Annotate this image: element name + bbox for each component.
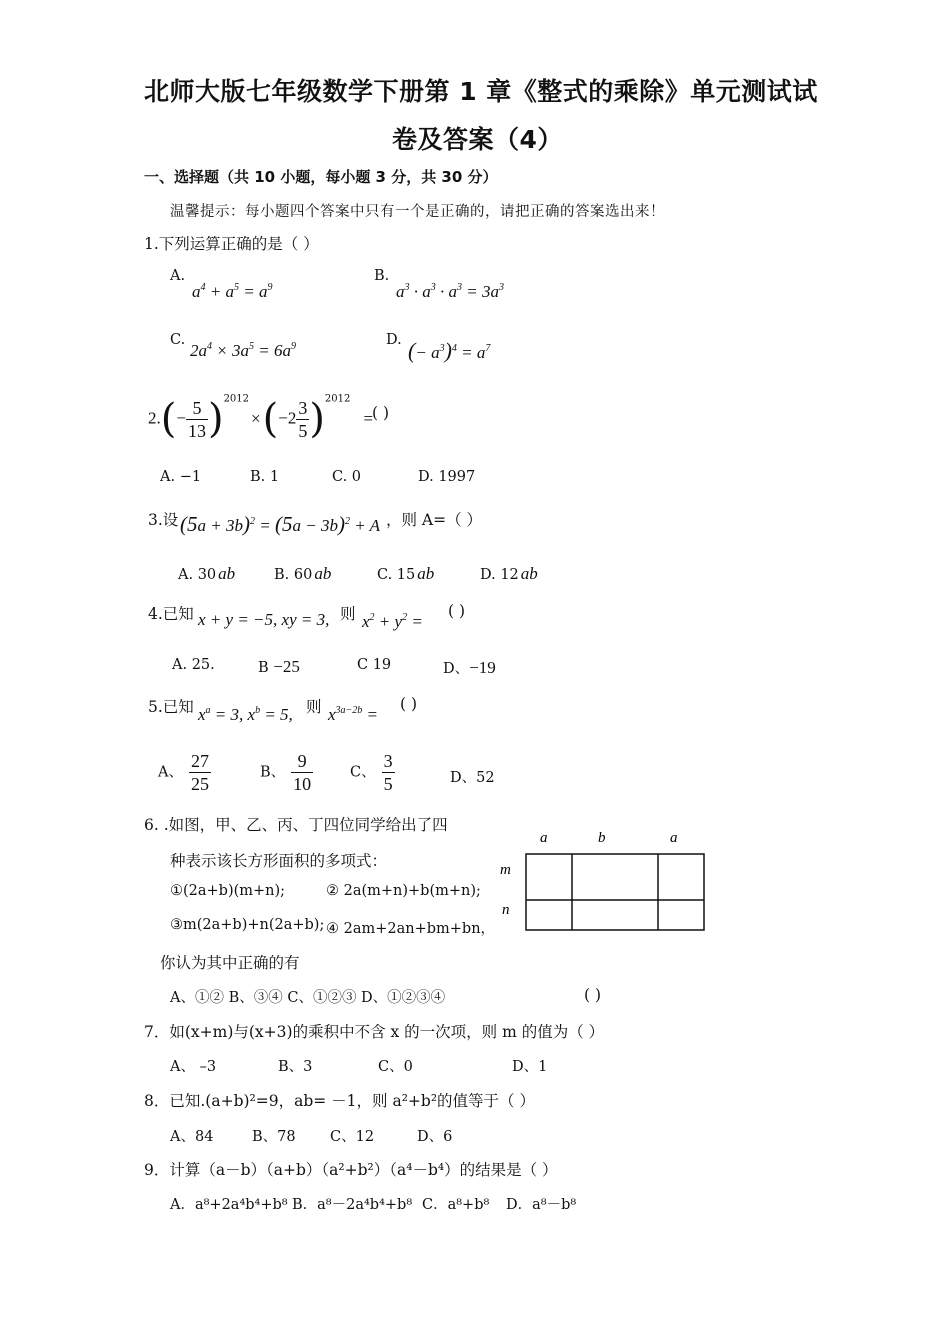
fig-label-b: b [598, 830, 606, 846]
q2-exponent2: 2012 [324, 393, 351, 405]
q3-option-c: C. 15 ab [377, 564, 435, 583]
q1-option-d-formula: (− $a^3)^4 = a^7$ [408, 338, 491, 363]
q5-mid: 则 [306, 698, 322, 716]
q3-formula: $(5a + 3b)^2 = (5a - 3b)^2 + A$ [180, 512, 381, 536]
hint-text: 温馨提示：每小题四个答案中只有一个是正确的，请把正确的答案选出来！ [170, 204, 665, 220]
q2-option-b: B. 1 [250, 469, 280, 485]
q4-target: $x^2 + y^2$ = [362, 612, 423, 631]
q3-option-b: B. 60 ab [274, 564, 332, 583]
q9-option-d: D．a⁸－b⁸ [506, 1197, 577, 1213]
q2-frac1-denominator: 13 [187, 420, 206, 441]
q9-stem: 9．计算（a－b）（a+b）（a²+b²）（a⁴－b⁴）的结果是（ ） [144, 1161, 558, 1179]
q5-prefix: 5.已知 [148, 698, 194, 716]
q2-exponent1: 2012 [223, 393, 250, 405]
fig-outer-rect [526, 854, 704, 930]
q7-option-b: B、3 [278, 1059, 313, 1075]
q1-option-b-formula: $a^3 \cdot a^3 \cdot a^3 = 3a^3$ [396, 282, 504, 301]
q8-option-d: D、6 [417, 1129, 453, 1145]
q2-equals: = [363, 408, 374, 428]
q4-option-a: A. 25. [172, 657, 215, 673]
q2-expression: 2.(− $\frac{5}{13}$ )$^{2012}$×(−2 $\frac{3}{5}$ )$^{2012}$ = [148, 393, 374, 442]
q6-polynomial-4: ④ 2am+2an+bm+bn， [326, 921, 496, 937]
q6-options: A、①② B、③④ C、①②③ D、①②③④ [170, 990, 446, 1006]
q4-condition: x + y = −5, xy = 3, [198, 610, 330, 629]
q5-target: $x^{3a-2b}$ = [328, 705, 379, 724]
q5-answer-paren: ( ) [400, 695, 418, 713]
q1-stem: 1.下列运算正确的是（ ） [144, 235, 319, 253]
q5-option-d: D、52 [450, 770, 495, 786]
q4-option-d: D、−19 [443, 658, 496, 677]
fig-label-a2: a [670, 830, 678, 846]
q7-option-d: D、1 [512, 1059, 548, 1075]
q6-polynomial-3: ③m(2a+b)+n(2a+b); [170, 917, 325, 933]
q8-option-a: A、84 [170, 1129, 214, 1145]
q5-option-c: C、 $\frac{3}{5}$ [350, 751, 393, 794]
q3-option-d: D. 12 ab [480, 564, 538, 583]
q8-stem: 8．已知.(a+b)²=9，ab= －1，则 a²+b²的值等于（ ） [144, 1092, 535, 1110]
q5-condition: $x^a = 3$, $x^b = 5$, [198, 705, 293, 724]
q1-option-c-label: C. [170, 332, 186, 348]
fig-label-m: m [500, 862, 511, 878]
q5-option-a: A、 $\frac{27}{25}$ [158, 751, 209, 794]
q2-option-a: A. −1 [160, 469, 202, 485]
q8-option-b: B、78 [252, 1129, 296, 1145]
q6-rectangle-figure [490, 822, 720, 942]
q1-option-c-formula: $2a^4 \times 3a^5 = 6a^9$ [190, 341, 296, 360]
q6-polynomial-1: ①(2a+b)(m+n); [170, 883, 286, 899]
q2-option-d: D. 1997 [418, 469, 476, 485]
q9-option-c: C．a⁸+b⁸ [422, 1197, 490, 1213]
q4-option-b: B −25 [258, 657, 300, 676]
q2-number: 2. [148, 408, 161, 428]
q2-frac2-denominator: 5 [298, 420, 308, 441]
q6-stem-line2: 种表示该长方形面积的多项式： [170, 852, 388, 870]
q3-suffix: ，则 A=（ ） [386, 511, 483, 529]
q9-option-a: A．a⁸+2a⁴b⁴+b⁸ [170, 1197, 288, 1213]
q4-prefix: 4.已知 [148, 605, 194, 623]
q1-option-a-label: A. [170, 268, 186, 284]
document-title-line1: 北师大版七年级数学下册第 1 章《整式的乘除》单元测试试 [144, 77, 818, 106]
q6-stem-line5: 你认为其中正确的有 [160, 954, 300, 972]
q5-option-b: B、 $\frac{9}{10}$ [260, 751, 312, 794]
q8-option-c: C、12 [330, 1129, 375, 1145]
q6-polynomial-2: ② 2a(m+n)+b(m+n); [326, 883, 481, 899]
fig-label-a1: a [540, 830, 548, 846]
q2-mixed-whole: 2 [287, 408, 297, 428]
q3-prefix: 3.设 [148, 511, 179, 529]
q6-stem-line1: 6. .如图，甲、乙、丙、丁四位同学给出了四 [144, 816, 448, 834]
q6-answer-paren: ( ) [584, 986, 602, 1004]
q9-option-b: B．a⁸－2a⁴b⁴+b⁸ [292, 1197, 413, 1213]
q4-answer-paren: ( ) [448, 602, 466, 620]
q2-answer-paren: ( ) [372, 404, 390, 422]
q4-option-c: C 19 [357, 657, 392, 673]
q7-option-c: C、0 [378, 1059, 413, 1075]
q2-frac1-numerator: 5 [186, 397, 208, 420]
q1-option-d-label: D. [386, 332, 402, 348]
q4-mid: 则 [340, 605, 356, 623]
q2-option-c: C. 0 [332, 469, 362, 485]
q7-option-a: A、 –3 [170, 1059, 217, 1075]
section-heading: 一、选择题（共 10 小题，每小题 3 分，共 30 分） [144, 168, 498, 186]
q2-frac2-numerator: 3 [298, 397, 308, 418]
fig-label-n: n [502, 902, 510, 918]
q3-option-a: A. 30 ab [178, 564, 236, 583]
document-title-line2: 卷及答案（4） [392, 125, 563, 154]
q1-option-a-formula: $a^4 + a^5 = a^9$ [192, 282, 273, 301]
q7-stem: 7．如(x+m)与(x+3)的乘积中不含 x 的一次项，则 m 的值为（ ） [144, 1023, 605, 1041]
q1-option-b-label: B. [374, 268, 390, 284]
